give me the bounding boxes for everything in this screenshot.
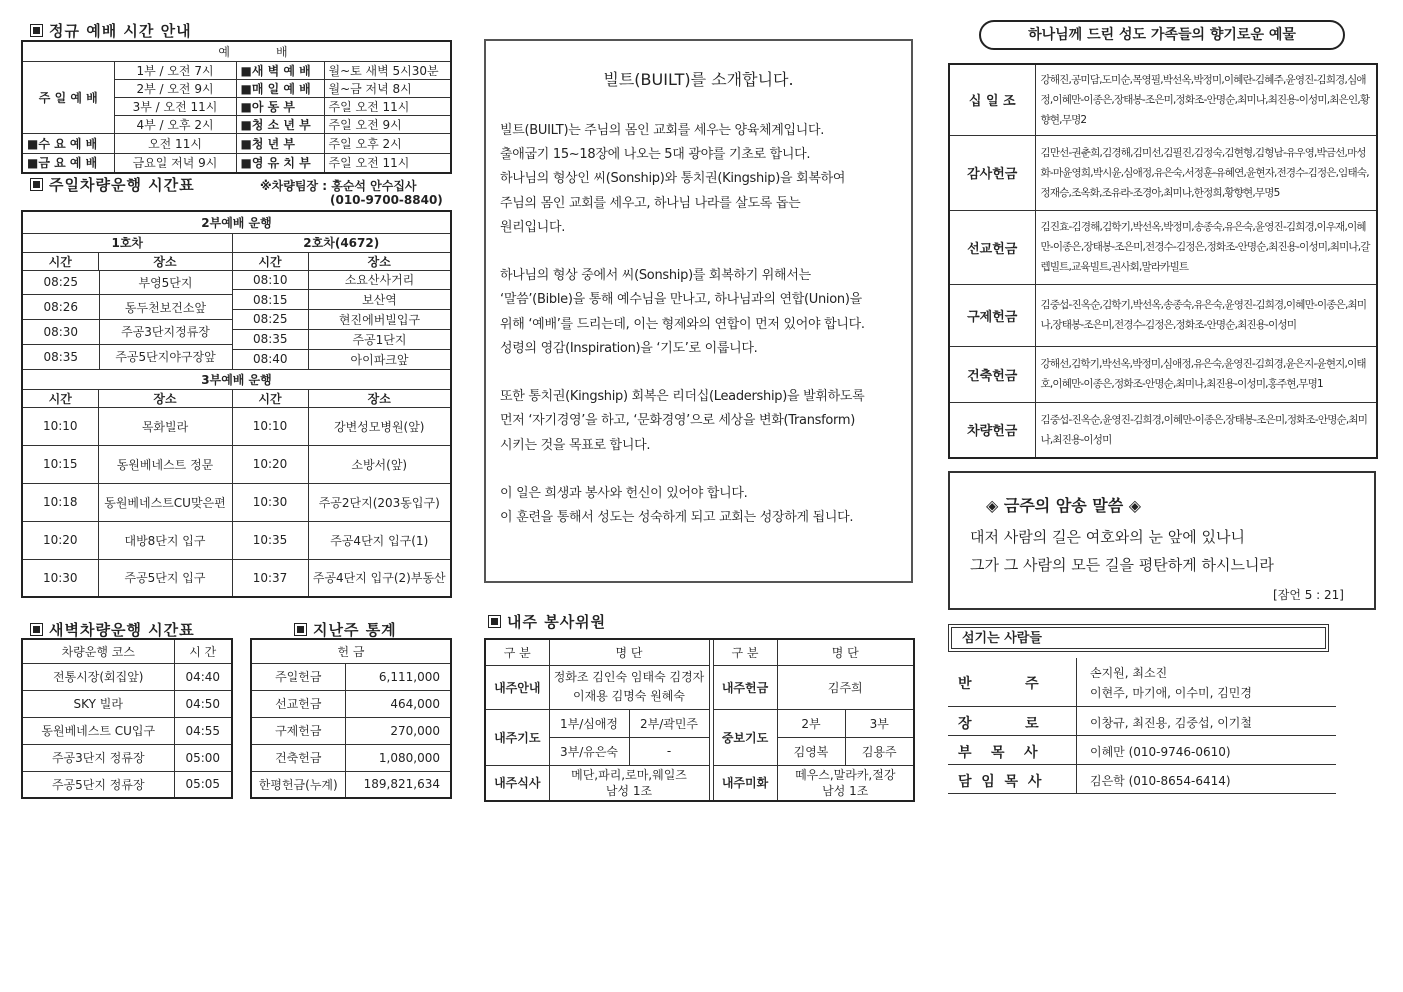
col-place: 장소: [308, 389, 451, 407]
intercession-label: 중보기도: [713, 709, 777, 765]
part3-time: 10:30: [22, 559, 98, 597]
wednesday-worship-time: 오전 11시: [114, 133, 236, 153]
sunday-service-2: 2부 / 오전 9시: [114, 79, 236, 97]
car2-time: 08:10: [233, 271, 309, 290]
servants-names: 이창규, 최진용, 김중섭, 이기철: [1090, 716, 1252, 730]
worship-time-2: 월~금 저녁 8시: [324, 79, 451, 97]
car2-label: 2호차(4672): [232, 233, 451, 252]
part3-title: 3부예배 운행: [22, 369, 451, 389]
car2-place: 보산역: [309, 290, 451, 310]
offering-category: 십 일 조: [949, 64, 1035, 135]
part3-time: 10:10: [232, 407, 308, 445]
worship-name-5: ■청 년 부: [236, 133, 324, 153]
servants-divider: [1076, 707, 1077, 735]
offerings-title: 하나님께 드린 성도 가족들의 향기로운 예물: [979, 20, 1345, 50]
guide-names: [549, 665, 709, 709]
volunteers-table: [484, 638, 915, 802]
offering-names: 김중섭-진옥순,윤영진-김희경,이혜만-이종은,장태봉-조은미,정화조-안명순,최미나,최진용-이성미: [1035, 402, 1377, 458]
car2-schedule: [232, 270, 451, 369]
offering-category: 건축헌금: [949, 346, 1035, 402]
stats-table: [250, 638, 452, 799]
built-line: 주님의 몸인 교회를 세우고, 하나님 나라를 살도록 돕는: [500, 195, 801, 211]
car2-time: 08:40: [233, 349, 309, 368]
col-time: 시간: [232, 252, 308, 270]
prayer-4: -: [629, 737, 709, 765]
dawn-time: 05:05: [174, 771, 232, 798]
dawn-course: 전통시장(회집앞): [22, 663, 174, 690]
servants-divider: [1076, 658, 1077, 706]
part3-place: 주공4단지 입구(1): [308, 521, 451, 559]
built-line: 시키는 것을 목표로 합니다.: [500, 437, 651, 453]
servants-names: 김은학 (010-8654-6414): [1090, 774, 1231, 788]
part3-time: 10:20: [232, 445, 308, 483]
stats-label: 주일헌금: [251, 663, 345, 690]
car2-place: 주공1단지: [309, 329, 451, 349]
built-line: 빌트(BUILT)는 주님의 몸인 교회를 세우는 양육체계입니다.: [500, 123, 825, 138]
dawn-time: 04:50: [174, 690, 232, 717]
servants-title: 섬기는 사람들: [951, 627, 1326, 649]
prayer-label: 내주기도: [485, 709, 549, 765]
part3-time: 10:10: [22, 407, 98, 445]
servants-role: 장 로: [958, 716, 1039, 732]
intercession-header-3: 3부: [845, 709, 914, 737]
stats-label: 선교헌금: [251, 690, 345, 717]
built-spacer: [500, 361, 905, 385]
sunday-service-4: 4부 / 오후 2시: [114, 115, 236, 133]
dawn-time: 04:55: [174, 717, 232, 744]
built-box: [484, 39, 913, 583]
worship-time-4: 주일 오전 9시: [324, 115, 451, 133]
worship-name-1: ■새 벽 예 배: [236, 61, 324, 79]
part3-place: 강변성모병원(앞): [308, 407, 451, 445]
meal-names-line: 메단,파리,로마,웨일즈: [571, 767, 687, 782]
dawn-course: SKY 빌라: [22, 690, 174, 717]
prayer-3: 3부/유은숙: [549, 737, 629, 765]
part3-place: 주공2단지(203동입구): [308, 483, 451, 521]
beauty-names: [777, 765, 914, 801]
sunday-worship-label: 주 일 예 배: [22, 61, 114, 133]
part3-place: 주공4단지 입구(2)부동산: [308, 559, 451, 597]
built-line: 먼저 ‘자기경영’을 하고, ‘문화경영’으로 세상을 변화(Transform): [500, 413, 855, 429]
prayer-1: 1부/심애정: [549, 709, 629, 737]
built-line: 이 훈련을 통해서 성도는 성숙하게 되고 교회는 성장하게 됩니다.: [500, 510, 854, 526]
dawn-time: 05:00: [174, 744, 232, 771]
col-list: 명 단: [549, 639, 709, 665]
bus-manager-phone: (010-9700-8840): [330, 193, 443, 207]
car2-time: 08:35: [233, 329, 309, 349]
stats-value: 270,000: [345, 717, 451, 744]
beauty-names-line: 남성 1조: [822, 783, 869, 798]
guide-label: 내주안내: [485, 665, 549, 709]
beauty-names-line: 떼우스,말라카,절강: [795, 767, 896, 782]
square-bullet-icon: [294, 623, 307, 636]
worship-header-left: 예: [22, 41, 236, 61]
volunteers-section-title: [488, 611, 606, 632]
offering-category: 선교헌금: [949, 210, 1035, 284]
built-line: 하나님의 형상 중에서 씨(Sonship)를 회복하기 위해서는: [500, 268, 811, 284]
built-line: 또한 통치권(Kingship) 회복은 리더십(Leadership)을 발휘하도록: [500, 389, 865, 405]
sunday-bus-title: 주일차량운행 시간표: [49, 176, 195, 194]
built-body: [500, 119, 905, 530]
built-line: ‘말씀’(Bible)을 통해 예수님을 만나고, 하나님과의 연합(Union)을: [500, 292, 862, 308]
worship-name-3: ■아 동 부: [236, 97, 324, 115]
friday-worship-time: 금요일 저녁 9시: [114, 153, 236, 173]
part3-place: 주공5단지 입구: [98, 559, 232, 597]
dawn-time: 04:40: [174, 663, 232, 690]
offering-category: 구제헌금: [949, 284, 1035, 346]
offering-names: 강해선,김학기,박선옥,박정미,심애정,유은숙,윤영진-김희경,윤은지-윤현지,이태호,이혜만-이종은,정화조-안명순,최미나,최진용-이성미,홍주현,무명1: [1035, 346, 1377, 402]
servants-list: [948, 658, 1336, 794]
memory-verse-line: 대저 사람의 길은 여호와의 눈 앞에 있나니: [970, 528, 1245, 546]
built-line: 원리입니다.: [500, 219, 566, 235]
intercession-2: 김영복: [777, 737, 845, 765]
stats-value: 6,111,000: [345, 663, 451, 690]
worship-name-6: ■영 유 치 부: [236, 153, 324, 173]
car2-inner: [233, 271, 451, 369]
part2-title: 2부예배 운행: [22, 211, 451, 233]
col-category: 구 분: [485, 639, 549, 665]
car2-time: 08:25: [233, 310, 309, 330]
stats-value: 1,080,000: [345, 744, 451, 771]
servants-title-box: [948, 624, 1329, 652]
dawn-course: 주공3단지 정류장: [22, 744, 174, 771]
bus-manager: ※차량팀장 : 홍순석 안수집사: [260, 179, 417, 193]
worship-table: [21, 40, 452, 174]
offering-names: 김만선-권춘희,김경해,김미선,김필진,김정숙,김현형,김형남-유우영,박금선,마성화-마윤영희,박시윤,심애정,유은숙,서정훈-유혜연,윤현자,전경수-김정은,임태숙,정재승,조옥화,조유라-조경아,최미나,한정희,황향현,무명5: [1035, 135, 1377, 210]
worship-time-1: 월~토 새벽 5시30분: [324, 61, 451, 79]
car1-time: 08:26: [23, 295, 99, 320]
meal-names-line: 남성 1조: [605, 783, 653, 798]
volunteers-title: 내주 봉사위원: [507, 613, 607, 631]
offering-names: 김중섭-진옥순,김학기,박선옥,송종숙,유은숙,윤영진-김희경,이혜만-이종은,최미나,장태봉-조은미,전경수-김정은,정화조-안명순,최진용-이성미: [1035, 284, 1377, 346]
col-place: 장소: [98, 389, 232, 407]
servants-role: 반 주: [958, 676, 1039, 692]
built-spacer: [500, 458, 905, 482]
car1-schedule: [22, 270, 232, 369]
memory-verse-line: 그가 그 사람의 모든 길을 평탄하게 하시느니라: [970, 556, 1274, 574]
intercession-3: 김용주: [845, 737, 914, 765]
memory-verse-box: [948, 471, 1376, 610]
part3-place: 동원베네스트CU맞은편: [98, 483, 232, 521]
worship-section-title: [30, 20, 192, 41]
sunday-service-3: 3부 / 오전 11시: [114, 97, 236, 115]
prayer-2: 2부/곽민주: [629, 709, 709, 737]
worship-title: 정규 예배 시간 안내: [49, 22, 192, 40]
offering-names: 강해진,공미담,도미순,목영필,박선옥,박정미,이혜란-김혜주,윤영진-김희경,심애정,이혜만-이종은,장태봉-조은미,정화조-안명순,최미나,최진용-이성미,최은인,황향현,무명2: [1035, 64, 1377, 135]
car1-time: 08:35: [23, 344, 99, 368]
stats-title: 지난주 통계: [313, 621, 397, 639]
worship-name-2: ■매 일 예 배: [236, 79, 324, 97]
stats-header: 헌 금: [251, 639, 451, 663]
servants-names: 이현주, 마기애, 이수미, 김민경: [1090, 686, 1252, 700]
servants-divider: [1076, 736, 1077, 764]
dawn-course: 주공5단지 정류장: [22, 771, 174, 798]
car1-time: 08:30: [23, 319, 99, 344]
stats-label: 구제헌금: [251, 717, 345, 744]
dawn-bus-table: [21, 638, 233, 799]
part3-time: 10:37: [232, 559, 308, 597]
part3-time: 10:30: [232, 483, 308, 521]
stats-label: 건축헌금: [251, 744, 345, 771]
built-line: 성령의 영감(Inspiration)을 ‘기도’로 이룹니다.: [500, 340, 758, 356]
car1-inner: [23, 271, 232, 369]
square-bullet-icon: [30, 623, 43, 636]
part3-time: 10:15: [22, 445, 98, 483]
car1-place: 동두천보건소앞: [99, 295, 232, 320]
worship-time-3: 주일 오전 11시: [324, 97, 451, 115]
offering-category: 감사헌금: [949, 135, 1035, 210]
col-time: 시간: [22, 252, 98, 270]
part3-time: 10:20: [22, 521, 98, 559]
worship-name-4: ■청 소 년 부: [236, 115, 324, 133]
servants-divider: [1076, 765, 1077, 793]
col-time: 시간: [232, 389, 308, 407]
servants-row: [948, 765, 1336, 794]
worship-time-6: 주일 오전 11시: [324, 153, 451, 173]
part3-place: 목화빌라: [98, 407, 232, 445]
offerings-table: [948, 63, 1378, 459]
servants-names: 손지원, 최소진: [1090, 666, 1168, 680]
col-list: 명 단: [777, 639, 914, 665]
built-line: 위해 ‘예배’를 드리는데, 이는 형제와의 연합이 먼저 있어야 합니다.: [500, 316, 865, 332]
offering-category: 차량헌금: [949, 402, 1035, 458]
dawn-bus-section-title: [30, 619, 195, 640]
car1-label: 1호차: [22, 233, 232, 252]
guide-names-line: 정화조 김인숙 임태숙 김경자: [553, 670, 705, 684]
built-line: 이 일은 희생과 봉사와 헌신이 있어야 합니다.: [500, 486, 748, 501]
built-line: 출애굽기 15~18장에 나오는 5대 광야를 기초로 합니다.: [500, 147, 811, 163]
car1-place: 주공5단지야구장앞: [99, 344, 232, 368]
car1-place: 주공3단지정류장: [99, 319, 232, 344]
car1-time: 08:25: [23, 271, 99, 295]
stats-value: 464,000: [345, 690, 451, 717]
part3-time: 10:35: [232, 521, 308, 559]
dawn-bus-title: 새벽차량운행 시간표: [49, 621, 195, 639]
col-time: 시 간: [174, 639, 232, 663]
col-category: 구 분: [713, 639, 777, 665]
col-course: 차량운행 코스: [22, 639, 174, 663]
stats-section-title: [294, 619, 397, 640]
built-spacer: [500, 240, 905, 264]
part3-place: 동원베네스트 정문: [98, 445, 232, 483]
memory-verse-title: ◈ 금주의 암송 말씀 ◈: [986, 496, 1142, 515]
car2-place: 소요산사거리: [309, 271, 451, 290]
square-bullet-icon: [30, 178, 43, 191]
friday-worship-label: ■금 요 예 배: [22, 153, 114, 173]
square-bullet-icon: [30, 24, 43, 37]
part3-place: 대방8단지 입구: [98, 521, 232, 559]
intercession-header-2: 2부: [777, 709, 845, 737]
col-place: 장소: [308, 252, 451, 270]
car2-time: 08:15: [233, 290, 309, 310]
memory-verse-reference: [잠언 5 : 21]: [1273, 588, 1344, 602]
car2-place: 아이파크앞: [309, 349, 451, 368]
square-bullet-icon: [488, 615, 501, 628]
servants-names: 이혜만 (010-9746-0610): [1090, 745, 1231, 759]
sunday-bus-table: [21, 210, 452, 598]
wednesday-worship-label: ■수 요 예 배: [22, 133, 114, 153]
worship-header-right: 배: [236, 41, 451, 61]
servants-row: [948, 707, 1336, 736]
col-time: 시간: [22, 389, 98, 407]
car1-place: 부영5단지: [99, 271, 232, 295]
offering-names: 김진효-김경해,김학기,박선옥,박정미,송종숙,유은숙,윤영진-김희경,이우재,이혜만-이종은,장태봉-조은미,전경수-김정은,정화조-안명순,최진용-이성미,최미나,갈렙빌트,교육빌트,권사회,말라카빌트: [1035, 210, 1377, 284]
stats-value: 189,821,634: [345, 771, 451, 798]
car2-place: 현진에버빌입구: [309, 310, 451, 330]
part3-time: 10:18: [22, 483, 98, 521]
servants-role: 부 목 사: [958, 745, 1038, 761]
meal-names: [549, 765, 709, 801]
built-line: 하나님의 형상인 씨(Sonship)와 통치권(Kingship)을 회복하여: [500, 171, 846, 187]
built-title: 빌트(BUILT)를 소개합니다.: [603, 70, 794, 89]
guide-names-line: 이재용 김명숙 원혜숙: [573, 689, 685, 703]
meal-label: 내주식사: [485, 765, 549, 801]
servants-row: [948, 736, 1336, 765]
worship-time-5: 주일 오후 2시: [324, 133, 451, 153]
offering-name: 김주희: [777, 665, 914, 709]
sunday-service-1: 1부 / 오전 7시: [114, 61, 236, 79]
beauty-label: 내주미화: [713, 765, 777, 801]
dawn-course: 동원베네스트 CU입구: [22, 717, 174, 744]
offering-label: 내주헌금: [713, 665, 777, 709]
sunday-bus-section-title: [30, 174, 195, 195]
col-place: 장소: [98, 252, 232, 270]
part3-place: 소방서(앞): [308, 445, 451, 483]
servants-role: 담 임 목 사: [958, 774, 1042, 790]
servants-row: [948, 658, 1336, 707]
stats-label: 한평헌금(누계): [251, 771, 345, 798]
